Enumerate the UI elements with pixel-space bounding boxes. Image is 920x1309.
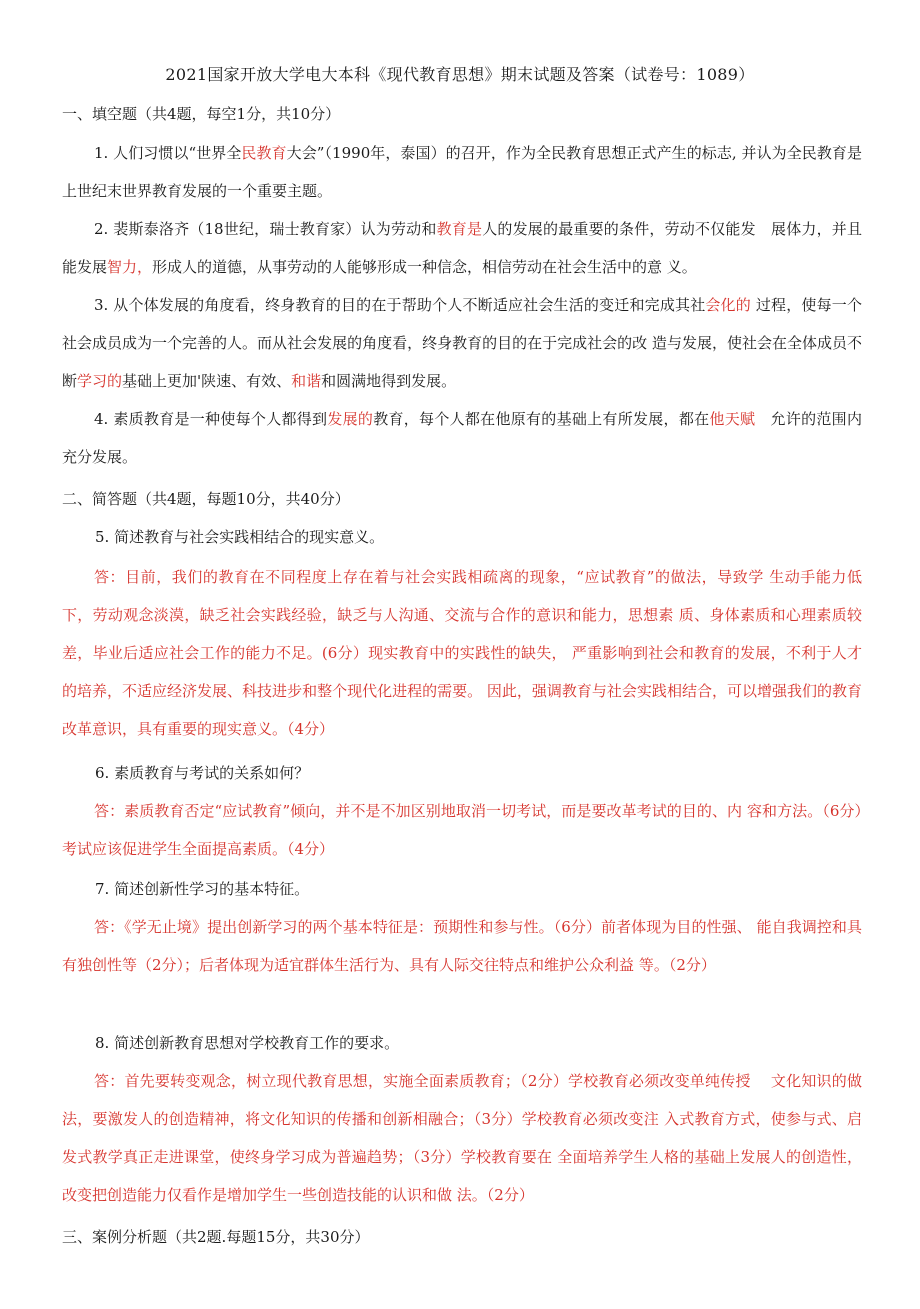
section-short-answer-heading: 二、简答题（共4题，每题10分，共40分）: [62, 490, 350, 508]
fill-answer: 民教育: [241, 144, 287, 162]
fill-answer: 教育是: [436, 220, 483, 238]
fill-answer: 会化的: [705, 296, 751, 314]
short-question-7: 7. 简述创新性学习的基本特征。: [95, 880, 310, 898]
fill-answer: 学习的: [77, 372, 123, 390]
section-fill-in-heading: 一、填空题（共4题，每空1分，共10分）: [62, 105, 341, 123]
fill-question-1: 1. 人们习惯以“世界全民教育大会”（1990年，泰国）的召开，作为全民教育思想正式产生的标志, 并认为全民教育是上世纪末世界教育发展的一个重要主题。: [62, 144, 862, 200]
fill-answer: 和谐: [291, 372, 322, 390]
short-question-5: 5. 简述教育与社会实践相结合的现实意义。: [95, 528, 385, 546]
fill-question-2: 2. 裴斯泰洛齐（18世纪，瑞士教育家）认为劳动和教育是人的发展的最重要的条件，劳动不仅能发 展体力，并且能发展智力，形成人的道德，从事劳动的人能够形成一种信念，相信劳动在社会生活中的意 义。: [62, 220, 862, 276]
page-title: 2021国家开放大学电大本科《现代教育思想》期末试题及答案（试卷号：1089）: [165, 65, 755, 84]
short-answer-8: 答：首先要转变观念，树立现代教育思想，实施全面素质教育；（2分）学校教育必须改变单纯传授 文化知识的做法，要激发人的创造精神，将文化知识的传播和创新相融合；（3分）学校教育必须改变注 入式教育方式，使参与式、启发式教学真正走进课堂，使终身学习成为普遍趋势；（3分）学校教育要在 全面培养学生人格的基础上发展人的创造性，改变把创造能力仅看作是增加学生一些创造技能的认识和做 法。（2分）: [62, 1072, 862, 1204]
fill-answer: 他天赋: [709, 410, 756, 428]
fill-question-3: 3. 从个体发展的角度看，终身教育的目的在于帮助个人不断适应社会生活的变迁和完成其社会化的 过程，使每一个社会成员成为一个完善的人。而从社会发展的角度看，终身教育的目的在于完成社会的改 造与发展，使社会在全体成员不断学习的基础上更加'陕速、有效、和谐和圆满地得到发展。: [62, 296, 862, 390]
fill-answer: 发展的: [327, 410, 374, 428]
fill-question-4: 4. 素质教育是一种使每个人都得到发展的教育，每个人都在他原有的基础上有所发展，都在他天赋 允许的范围内充分发展。: [62, 410, 862, 466]
section-case-analysis-heading: 三、案例分析题（共2题.每题15分，共30分）: [62, 1228, 370, 1246]
short-answer-6: 答：素质教育否定“应试教育”倾向，并不是不加区别地取消一切考试，而是要改革考试的目的、内 容和方法。（6分）考试应该促进学生全面提高素质。（4分）: [62, 802, 862, 858]
short-answer-7: 答：《学无止境》提出创新学习的两个基本特征是：预期性和参与性。（6分）前者体现为目的性强、 能自我调控和具有独创性等（2分）；后者体现为适宜群体生活行为、具有人际交往特点和维护公众利益 等。（2分）: [62, 918, 862, 974]
fill-answer: 智力，: [107, 258, 153, 276]
short-question-8: 8. 简述创新教育思想对学校教育工作的要求。: [95, 1034, 400, 1052]
short-answer-5: 答：目前，我们的教育在不同程度上存在着与社会实践相疏离的现象，“应试教育”的做法，导致学 生动手能力低下，劳动观念淡漠，缺乏社会实践经验，缺乏与人沟通、交流与合作的意识和能力，思想素 质、身体素质和心理素质较差，毕业后适应社会工作的能力不足。(6分）现实教育中的实践性的缺失， 严重影响到社会和教育的发展，不利于人才的培养，不适应经济发展、科技进步和整个现代化进程的需要。 因此，强调教育与社会实践相结合，可以增强我们的教育改革意识，具有重要的现实意义。（4分）: [62, 568, 862, 738]
short-question-6: 6. 素质教育与考试的关系如何？: [95, 764, 310, 782]
